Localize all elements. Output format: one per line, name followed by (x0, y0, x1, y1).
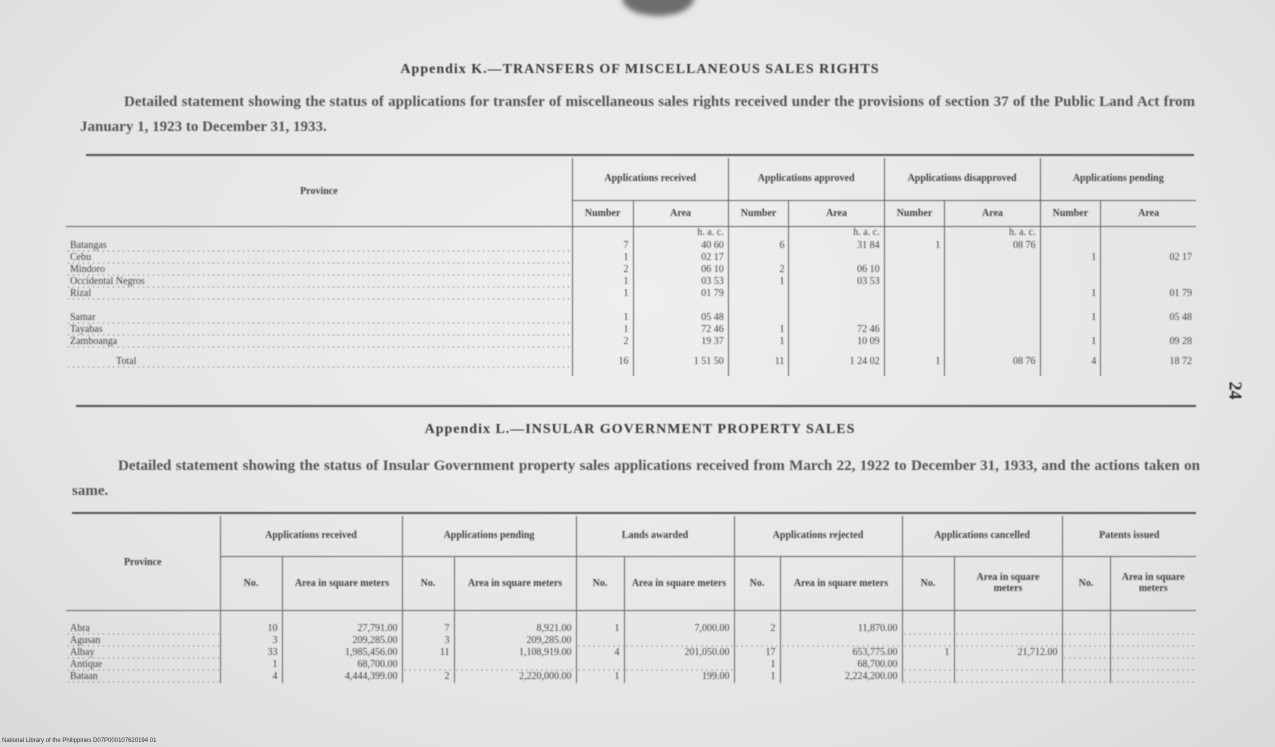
approved-number (728, 312, 789, 324)
disapproved-area (945, 264, 1040, 276)
table-row (66, 623, 1196, 635)
received-area: 1,985,456.00 (282, 647, 402, 659)
disapproved-area: 08 76 (945, 240, 1040, 252)
pending-number (1040, 324, 1101, 336)
approved-area: 31 84 (789, 240, 884, 252)
table-k-top-rule (86, 154, 1194, 156)
appendix-l-title: Appendix L.—INSULAR GOVERNMENT PROPERTY SALES (424, 422, 856, 437)
received-area: 40 60 (633, 240, 728, 252)
received-no: 10 (220, 623, 282, 635)
disapproved-number: 1 (884, 240, 945, 252)
pending-area (1101, 264, 1196, 276)
appendix-k-table (66, 158, 1196, 376)
received-no: 4 (220, 671, 282, 683)
col-received: Applications received (572, 158, 728, 200)
patents-no (1062, 659, 1110, 671)
col-pending-area: Area (1101, 200, 1196, 226)
awarded-no (576, 659, 624, 671)
received-area: 19 37 (633, 336, 728, 348)
cancelled-no (902, 635, 954, 647)
col-received-area: Area in square meters (282, 556, 402, 610)
province-name: Mindoro (66, 264, 572, 276)
cancelled-no (902, 659, 954, 671)
received-number: 1 (572, 288, 633, 300)
col-pending-area: Area in square meters (454, 556, 576, 610)
rejected-no: 1 (734, 659, 780, 671)
col-pending-no: No. (402, 556, 454, 610)
disapproved-area (945, 336, 1040, 348)
rejected-area: 68,700.00 (780, 659, 902, 671)
total-received-number: 16 (572, 348, 633, 376)
col-province: Province (66, 516, 220, 610)
pending-area (1101, 276, 1196, 288)
disapproved-number (884, 312, 945, 324)
pending-area: 09 28 (1101, 336, 1196, 348)
pending-no: 3 (402, 635, 454, 647)
pending-area: 02 17 (1101, 252, 1196, 264)
awarded-no (576, 635, 624, 647)
total-approved-area: 1 24 02 (789, 348, 884, 376)
received-area: 72 46 (633, 324, 728, 336)
col-approved: Applications approved (728, 158, 884, 200)
approved-number: 1 (728, 276, 789, 288)
pending-number (1040, 276, 1101, 288)
rejected-no: 1 (734, 671, 780, 683)
approved-area (789, 288, 884, 300)
awarded-no: 1 (576, 671, 624, 683)
pending-area (1101, 240, 1196, 252)
disapproved-area (945, 288, 1040, 300)
received-area: 02 17 (633, 252, 728, 264)
cancelled-area (954, 659, 1062, 671)
province-name: Cebu (66, 252, 572, 264)
total-received-area: 1 51 50 (633, 348, 728, 376)
appendix-l-description: Detailed statement showing the status of Insular Government property sales applications received from March 22, 1922 to December 31, 1933, and the actions taken on same. (72, 458, 1200, 499)
rejected-no: 17 (734, 647, 780, 659)
col-pending: Applications pending (402, 516, 576, 556)
total-pending-number: 4 (1040, 348, 1101, 376)
received-area: 68,700.00 (282, 659, 402, 671)
col-cancelled-area: Area in square meters (954, 556, 1062, 610)
col-received: Applications received (220, 516, 402, 556)
appendix-k-description: Detailed statement showing the status of applications for transfer of miscellaneous sales rights received under the provisions of section 37 of the Public Land Act from January 1, 1923 to December 31, 1933. (80, 94, 1195, 135)
awarded-area: 7,000.00 (624, 623, 734, 635)
page-number: 24 (1225, 381, 1246, 400)
province-name: Zamboanga (66, 336, 572, 348)
pending-no: 11 (402, 647, 454, 659)
approved-number: 1 (728, 336, 789, 348)
cancelled-area (954, 671, 1062, 683)
table-row (66, 312, 1196, 324)
awarded-no: 1 (576, 623, 624, 635)
province-name: Antique (66, 659, 220, 671)
col-patents-area: Area in square meters (1110, 556, 1196, 610)
disapproved-number (884, 252, 945, 264)
col-disapproved: Applications disapproved (884, 158, 1040, 200)
footer-credit: National Library of the Philippines D07P000107620194 01 (2, 738, 157, 744)
col-province: Province (66, 158, 572, 226)
province-name: Samar (66, 312, 572, 324)
received-number: 2 (572, 336, 633, 348)
col-pending-number: Number (1040, 200, 1101, 226)
patents-area (1110, 659, 1196, 671)
awarded-area: 199.00 (624, 671, 734, 683)
received-number: 1 (572, 276, 633, 288)
col-awarded-area: Area in square meters (624, 556, 734, 610)
pending-area: 2,220,000.00 (454, 671, 576, 683)
appendix-k-title: Appendix K.—TRANSFERS OF MISCELLANEOUS SALES RIGHTS (400, 62, 880, 77)
awarded-area (624, 659, 734, 671)
patents-no (1062, 623, 1110, 635)
province-name: Albay (66, 647, 220, 659)
received-area: 209,285.00 (282, 635, 402, 647)
approved-area: 06 10 (789, 264, 884, 276)
col-patents: Patents issued (1062, 516, 1196, 556)
total-row (66, 348, 1196, 376)
table-row (66, 264, 1196, 276)
received-number: 1 (572, 252, 633, 264)
received-number: 1 (572, 312, 633, 324)
pending-number: 1 (1040, 288, 1101, 300)
approved-number: 6 (728, 240, 789, 252)
approved-area (789, 312, 884, 324)
col-rejected: Applications rejected (734, 516, 902, 556)
patents-no (1062, 647, 1110, 659)
col-awarded-no: No. (576, 556, 624, 610)
patents-area (1110, 671, 1196, 683)
table-l-top-rule (72, 512, 1196, 514)
units-label: h. a. c. (945, 226, 1040, 240)
units-label: h. a. c. (633, 226, 728, 240)
province-name: Agusan (66, 635, 220, 647)
rejected-area: 653,775.00 (780, 647, 902, 659)
disapproved-area (945, 252, 1040, 264)
received-area: 4,444,399.00 (282, 671, 402, 683)
pending-number: 1 (1040, 312, 1101, 324)
pending-no: 2 (402, 671, 454, 683)
col-received-area: Area (633, 200, 728, 226)
pending-no: 7 (402, 623, 454, 635)
col-disapproved-number: Number (884, 200, 945, 226)
received-area: 06 10 (633, 264, 728, 276)
appendix-l-table (66, 516, 1196, 683)
cancelled-no (902, 623, 954, 635)
total-disapproved-area: 08 76 (945, 348, 1040, 376)
received-number: 1 (572, 324, 633, 336)
pending-number (1040, 264, 1101, 276)
binding-shadow (622, 0, 694, 16)
col-pending: Applications pending (1040, 158, 1196, 200)
patents-no (1062, 671, 1110, 683)
total-disapproved-number: 1 (884, 348, 945, 376)
received-area: 05 48 (633, 312, 728, 324)
received-area: 01 79 (633, 288, 728, 300)
approved-area: 72 46 (789, 324, 884, 336)
table-row (66, 288, 1196, 300)
col-awarded: Lands awarded (576, 516, 734, 556)
col-received-no: No. (220, 556, 282, 610)
col-received-number: Number (572, 200, 633, 226)
approved-area: 10 09 (789, 336, 884, 348)
cancelled-area (954, 635, 1062, 647)
received-no: 33 (220, 647, 282, 659)
province-name: Tayabas (66, 324, 572, 336)
pending-number (1040, 240, 1101, 252)
total-approved-number: 11 (728, 348, 789, 376)
approved-number (728, 288, 789, 300)
received-area: 27,791.00 (282, 623, 402, 635)
rejected-area: 11,870.00 (780, 623, 902, 635)
disapproved-area (945, 312, 1040, 324)
col-approved-number: Number (728, 200, 789, 226)
col-disapproved-area: Area (945, 200, 1040, 226)
col-approved-area: Area (789, 200, 884, 226)
rejected-no (734, 635, 780, 647)
province-name: Abra (66, 623, 220, 635)
cancelled-no: 1 (902, 647, 954, 659)
total-pending-area: 18 72 (1101, 348, 1196, 376)
patents-area (1110, 647, 1196, 659)
received-area: 03 53 (633, 276, 728, 288)
pending-area: 209,285.00 (454, 635, 576, 647)
pending-area: 01 79 (1101, 288, 1196, 300)
table-k-bottom-rule (76, 405, 1196, 407)
pending-number: 1 (1040, 336, 1101, 348)
col-cancelled: Applications cancelled (902, 516, 1062, 556)
patents-area (1110, 623, 1196, 635)
disapproved-area (945, 276, 1040, 288)
rejected-area: 2,224,200.00 (780, 671, 902, 683)
approved-area: 03 53 (789, 276, 884, 288)
pending-number: 1 (1040, 252, 1101, 264)
province-name: Occidental Negros (66, 276, 572, 288)
disapproved-number (884, 324, 945, 336)
rejected-area (780, 635, 902, 647)
table-row (66, 671, 1196, 683)
received-number: 7 (572, 240, 633, 252)
approved-number: 1 (728, 324, 789, 336)
approved-area (789, 252, 884, 264)
col-rejected-no: No. (734, 556, 780, 610)
cancelled-area (954, 623, 1062, 635)
col-rejected-area: Area in square meters (780, 556, 902, 610)
pending-area (454, 659, 576, 671)
col-patents-no: No. (1062, 556, 1110, 610)
patents-no (1062, 635, 1110, 647)
rejected-no: 2 (734, 623, 780, 635)
province-name: Bataan (66, 671, 220, 683)
total-label: Total (66, 348, 572, 376)
pending-area (1101, 324, 1196, 336)
pending-area: 1,108,919.00 (454, 647, 576, 659)
awarded-area (624, 635, 734, 647)
pending-area: 05 48 (1101, 312, 1196, 324)
cancelled-no (902, 671, 954, 683)
pending-no (402, 659, 454, 671)
awarded-no: 4 (576, 647, 624, 659)
received-no: 1 (220, 659, 282, 671)
patents-area (1110, 635, 1196, 647)
table-row (66, 240, 1196, 252)
table-row (66, 336, 1196, 348)
province-name: Rizal (66, 288, 572, 300)
disapproved-number (884, 276, 945, 288)
received-no: 3 (220, 635, 282, 647)
table-row (66, 647, 1196, 659)
table-row (66, 659, 1196, 671)
approved-number (728, 252, 789, 264)
received-number: 2 (572, 264, 633, 276)
table-row (66, 252, 1196, 264)
cancelled-area: 21,712.00 (954, 647, 1062, 659)
disapproved-number (884, 288, 945, 300)
disapproved-number (884, 336, 945, 348)
approved-number: 2 (728, 264, 789, 276)
table-row (66, 635, 1196, 647)
province-name: Batangas (66, 240, 572, 252)
disapproved-area (945, 324, 1040, 336)
pending-area: 8,921.00 (454, 623, 576, 635)
units-label: h. a. c. (789, 226, 884, 240)
awarded-area: 201,050.00 (624, 647, 734, 659)
table-row (66, 324, 1196, 336)
table-row (66, 276, 1196, 288)
col-cancelled-no: No. (902, 556, 954, 610)
disapproved-number (884, 264, 945, 276)
